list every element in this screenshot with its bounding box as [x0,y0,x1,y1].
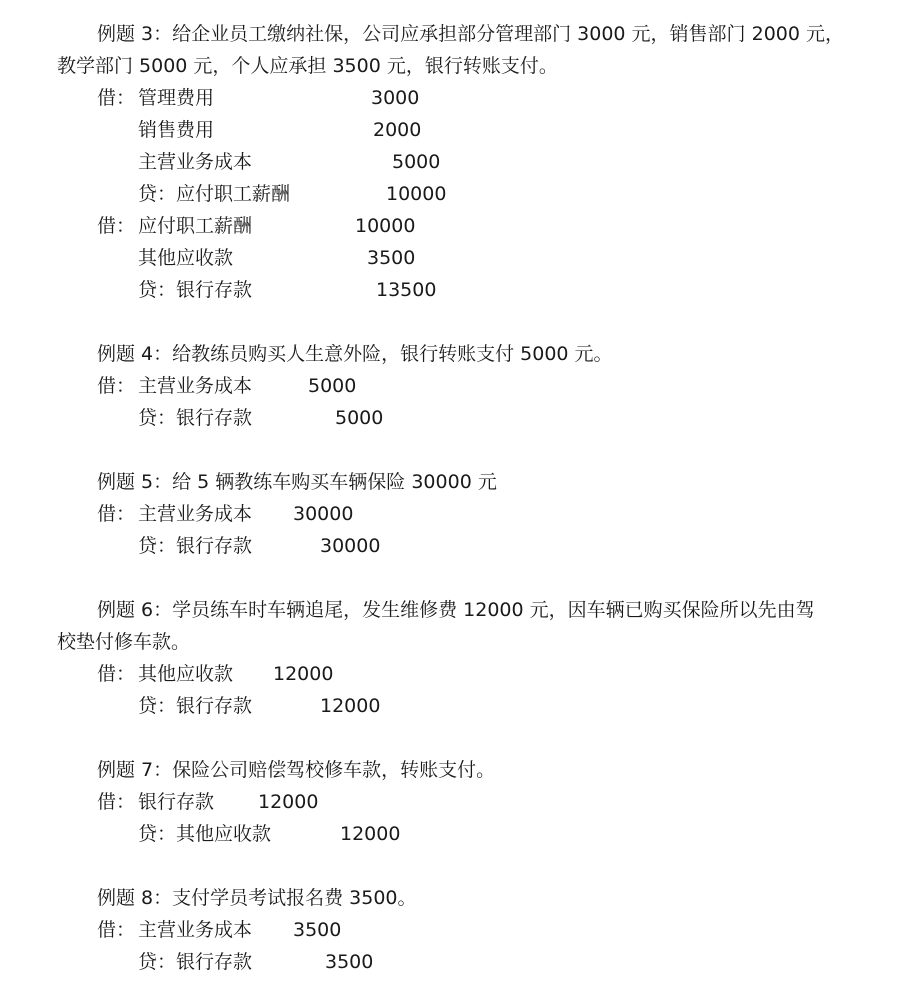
credit-entry: 贷：应付职工薪酬 [138,183,291,205]
amount: 5000 [392,151,441,173]
debit-prefix: 借： [97,87,136,109]
example-3-intro-line-2: 教学部门 5000 元，个人应承担 3500 元，银行转账支付。 [57,55,558,77]
example-3-intro-line-1: 例题 3：给企业员工缴纳社保，公司应承担部分管理部门 3000 元，销售部门 2000 元， [97,23,844,45]
debit-prefix: 借： [97,215,136,237]
account-name: 其他应收款 [138,247,234,269]
credit-entry: 贷：银行存款 [138,695,253,717]
amount: 5000 [308,375,357,397]
example-6-intro-line-1: 例题 6：学员练车时车辆追尾，发生维修费 12000 元，因车辆已购买保险所以先由驾 [97,599,815,621]
amount: 30000 [320,535,381,557]
amount: 2000 [373,119,422,141]
credit-entry: 贷：其他应收款 [138,823,272,845]
credit-entry: 贷：银行存款 [138,279,253,301]
amount: 12000 [340,823,401,845]
debit-prefix: 借： [97,375,136,397]
example-6-intro-line-2: 校垫付修车款。 [57,631,191,653]
account-name: 主营业务成本 [138,151,253,173]
example-5-intro: 例题 5：给 5 辆教练车购买车辆保险 30000 元 [97,471,497,493]
credit-entry: 贷：银行存款 [138,535,253,557]
amount: 3500 [367,247,416,269]
amount: 12000 [320,695,381,717]
amount: 10000 [355,215,416,237]
debit-prefix: 借： [97,919,136,941]
example-4-intro: 例题 4：给教练员购买人生意外险，银行转账支付 5000 元。 [97,343,613,365]
debit-prefix: 借： [97,791,136,813]
amount: 10000 [386,183,447,205]
account-name: 管理费用 [138,87,215,109]
debit-prefix: 借： [97,503,136,525]
account-name: 应付职工薪酬 [138,215,253,237]
account-name: 主营业务成本 [138,919,253,941]
account-name: 主营业务成本 [138,503,253,525]
account-name: 销售费用 [138,119,215,141]
amount: 3500 [325,951,374,973]
credit-entry: 贷：银行存款 [138,407,253,429]
example-8-intro: 例题 8：支付学员考试报名费 3500。 [97,887,417,909]
amount: 30000 [293,503,354,525]
credit-entry: 贷：银行存款 [138,951,253,973]
amount: 3500 [293,919,342,941]
amount: 12000 [273,663,334,685]
account-name: 银行存款 [138,791,215,813]
amount: 12000 [258,791,319,813]
debit-prefix: 借： [97,663,136,685]
amount: 13500 [376,279,437,301]
example-7-intro: 例题 7：保险公司赔偿驾校修车款，转账支付。 [97,759,496,781]
amount: 3000 [371,87,420,109]
account-name: 主营业务成本 [138,375,253,397]
amount: 5000 [335,407,384,429]
account-name: 其他应收款 [138,663,234,685]
